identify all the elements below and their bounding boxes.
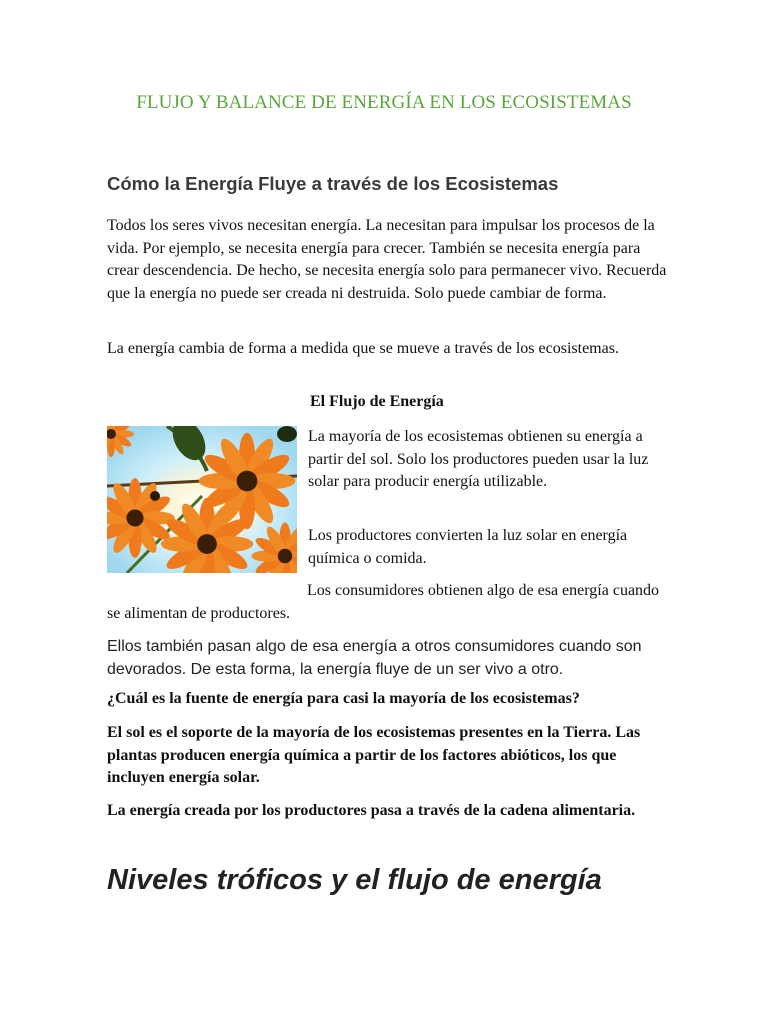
answer-paragraph: El sol es el soporte de la mayoría de los ecosistemas presentes en la Tierra. Las plantas producen energía química a partir de los factores abióticos, los que incluyen energía solar. (107, 724, 641, 786)
producers-paragraph: Los productores convierten la luz solar en energía química o comida. (308, 527, 628, 567)
closing-paragraph: La energía creada por los productores pasa a través de la cadena alimentaria. (107, 802, 636, 819)
trophic-levels-heading: Niveles tróficos y el flujo de energía (107, 864, 602, 896)
document-title: FLUJO Y BALANCE DE ENERGÍA EN LOS ECOSISTEMAS (136, 92, 632, 113)
intro-paragraph: Todos los seres vivos necesitan energía. La necesitan para impulsar los procesos de la vida. Por ejemplo, se necesita energía para crecer. También se necesita energía para crear descendencia. De hecho, se necesita energía solo para permanecer vivo. Recuerda que la energía no puede ser creada ni destruida. Solo puede cambiar de forma. (107, 217, 667, 302)
energy-transfer-paragraph: Ellos también pasan algo de esa energía a otros consumidores cuando son devorados. De esta forma, la energía fluye de un ser vivo a otro. (107, 638, 642, 678)
energy-change-paragraph: La energía cambia de forma a medida que se mueve a través de los ecosistemas. (107, 340, 619, 357)
question-paragraph: ¿Cuál es la fuente de energía para casi la mayoría de los ecosistemas? (107, 690, 580, 707)
section-heading: Cómo la Energía Fluye a través de los Ecosistemas (107, 173, 559, 194)
consumers-text: Los consumidores obtienen algo de esa energía cuando se alimentan de productores. (107, 582, 660, 622)
sun-energy-paragraph: La mayoría de los ecosistemas obtienen su energía a partir del sol. Solo los productores pueden usar la luz solar para producir energía utilizable. (308, 428, 649, 490)
consumers-paragraph (107, 580, 667, 625)
sunflower-sky-image (107, 426, 297, 573)
energy-flow-subheading: El Flujo de Energía (310, 393, 444, 410)
